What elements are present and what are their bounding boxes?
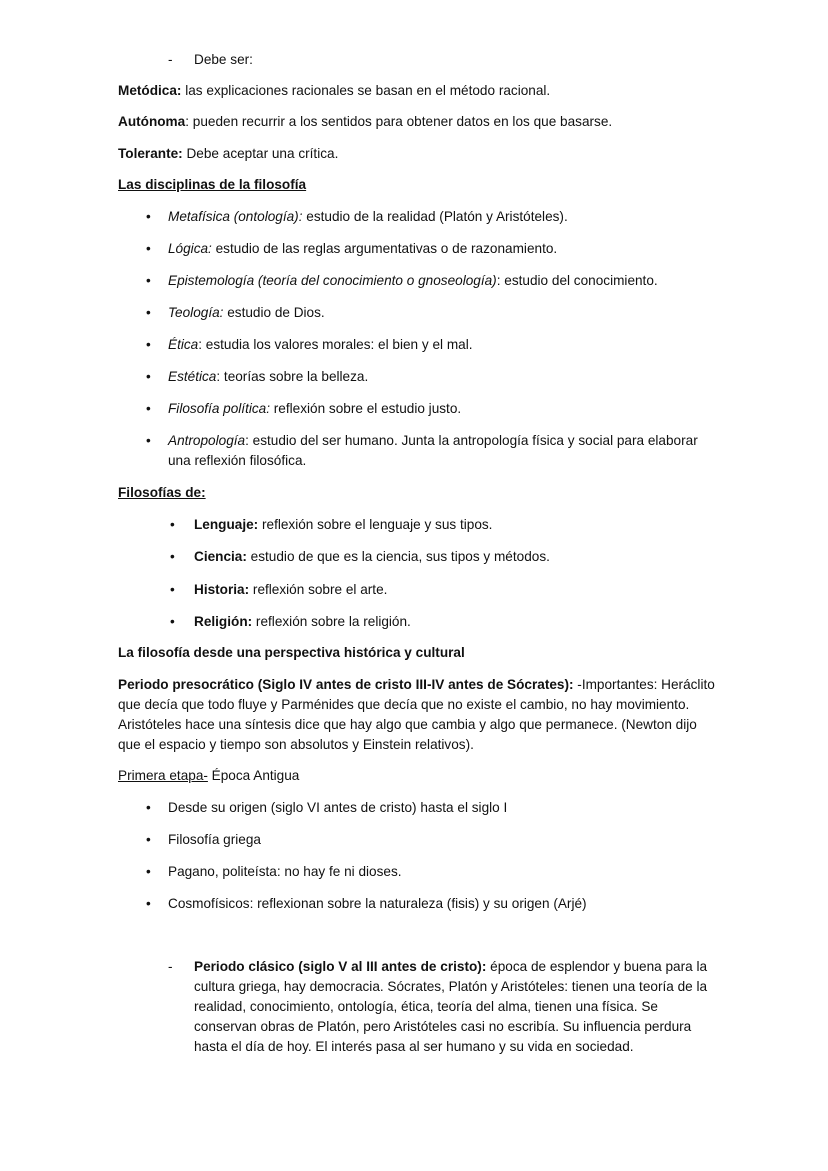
item-desc: estudio de que es la ciencia, sus tipos y métodos. — [246, 549, 550, 564]
bullet-icon: • — [146, 401, 151, 416]
bullet-icon: • — [170, 517, 175, 532]
trait-term: Metódica: — [118, 83, 182, 98]
item-term: Epistemología (teoría del conocimiento o gnoseología) — [168, 273, 497, 288]
trait-desc: las explicaciones racionales se basan en el método racional. — [181, 83, 551, 98]
item-desc: reflexión sobre la religión. — [252, 614, 411, 629]
item-text: Cosmofísicos: reflexionan sobre la naturaleza (fisis) y su origen (Arjé) — [168, 896, 587, 911]
bullet-icon: • — [146, 305, 151, 320]
disciplinas-heading: Las disciplinas de la filosofía — [118, 177, 307, 192]
trait-tolerante — [118, 144, 718, 164]
item-desc: reflexión sobre el arte. — [249, 582, 388, 597]
item-desc: estudio de las reglas argumentativas o de razonamiento. — [211, 241, 558, 256]
primera-etapa-label — [118, 766, 718, 786]
trait-metodica — [118, 81, 718, 101]
bullet-icon: • — [146, 369, 151, 384]
bullet-icon: • — [146, 864, 151, 879]
bullet-icon: • — [146, 433, 151, 448]
bullet-icon: • — [146, 896, 151, 911]
item-text: Desde su origen (siglo VI antes de cristo) hasta el siglo I — [168, 800, 508, 815]
bullet-icon: • — [146, 800, 151, 815]
item-term: Filosofía política: — [168, 401, 270, 416]
bullet-icon: • — [146, 337, 151, 352]
debe-ser-text: Debe ser: — [194, 52, 253, 67]
dash-marker: - — [168, 52, 173, 67]
item-term: Ciencia: — [194, 549, 247, 564]
trait-desc: Debe aceptar una crítica. — [182, 146, 339, 161]
item-desc: reflexión sobre el lenguaje y sus tipos. — [258, 517, 493, 532]
trait-desc: : pueden recurrir a los sentidos para obtener datos en los que basarse. — [185, 114, 613, 129]
item-text: Pagano, politeísta: no hay fe ni dioses. — [168, 864, 402, 879]
presocratico-paragraph — [118, 675, 718, 755]
trait-term: Tolerante: — [118, 146, 183, 161]
bullet-icon: • — [146, 241, 151, 256]
item-desc: : estudio del conocimiento. — [496, 273, 658, 288]
item-term: Estética — [168, 369, 217, 384]
item-term: Historia: — [194, 582, 250, 597]
bullet-icon: • — [170, 582, 175, 597]
bullet-icon: • — [146, 273, 151, 288]
item-desc: : estudio del ser humano. Junta la antropología física y social para elaborar una reflexión filosófica. — [168, 433, 698, 468]
clasico-term: Periodo clásico (siglo V al III antes de cristo): — [194, 959, 487, 974]
presocratico-term: Periodo presocrático (Siglo IV antes de cristo III-IV antes de Sócrates): — [118, 677, 574, 692]
clasico-desc: época de esplendor y buena para la cultura griega, hay democracia. Sócrates, Platón y Aristóteles: tienen una teoría de la realidad, conocimiento, ontología, ética, teoría del alma, tienen una física. Se conservan obras de Platón, pero Aristóteles casi no escribía. Su influencia perdura hasta el día de hoy. El interés pasa al ser humano y su vida en sociedad. — [194, 959, 708, 1054]
trait-term: Autónoma — [118, 114, 186, 129]
item-term: Lógica: — [168, 241, 212, 256]
bullet-icon: • — [170, 549, 175, 564]
bullet-icon: • — [170, 614, 175, 629]
bullet-icon: • — [146, 209, 151, 224]
item-desc: estudio de la realidad (Platón y Aristóteles). — [302, 209, 568, 224]
primera-etapa-underlined: Primera etapa- — [118, 768, 208, 783]
item-desc: : estudia los valores morales: el bien y el mal. — [198, 337, 473, 352]
item-term: Lenguaje: — [194, 517, 259, 532]
item-term: Metafísica (ontología): — [168, 209, 303, 224]
item-desc: reflexión sobre el estudio justo. — [270, 401, 462, 416]
dash-marker: - — [168, 959, 173, 974]
bullet-icon: • — [146, 832, 151, 847]
item-desc: estudio de Dios. — [223, 305, 325, 320]
trait-autonoma — [118, 112, 718, 132]
item-text: Filosofía griega — [168, 832, 261, 847]
perspectiva-heading: La filosofía desde una perspectiva histórica y cultural — [118, 645, 465, 660]
item-desc: : teorías sobre la belleza. — [216, 369, 369, 384]
presocratico-desc: -Importantes: Heráclito que decía que todo fluye y Parménides que decía que no existe el cambio, no hay movimiento. Aristóteles hace una síntesis dice que hay algo que cambia y algo que permanece. (Newton dijo que el espacio y tiempo son absolutos y Einstein relativos). — [118, 677, 715, 752]
filosofias-heading: Filosofías de: — [118, 485, 206, 500]
primera-etapa-rest: Época Antigua — [207, 768, 300, 783]
item-term: Ética — [168, 337, 199, 352]
item-term: Teología: — [168, 305, 224, 320]
item-term: Religión: — [194, 614, 253, 629]
item-term: Antropología — [168, 433, 246, 448]
